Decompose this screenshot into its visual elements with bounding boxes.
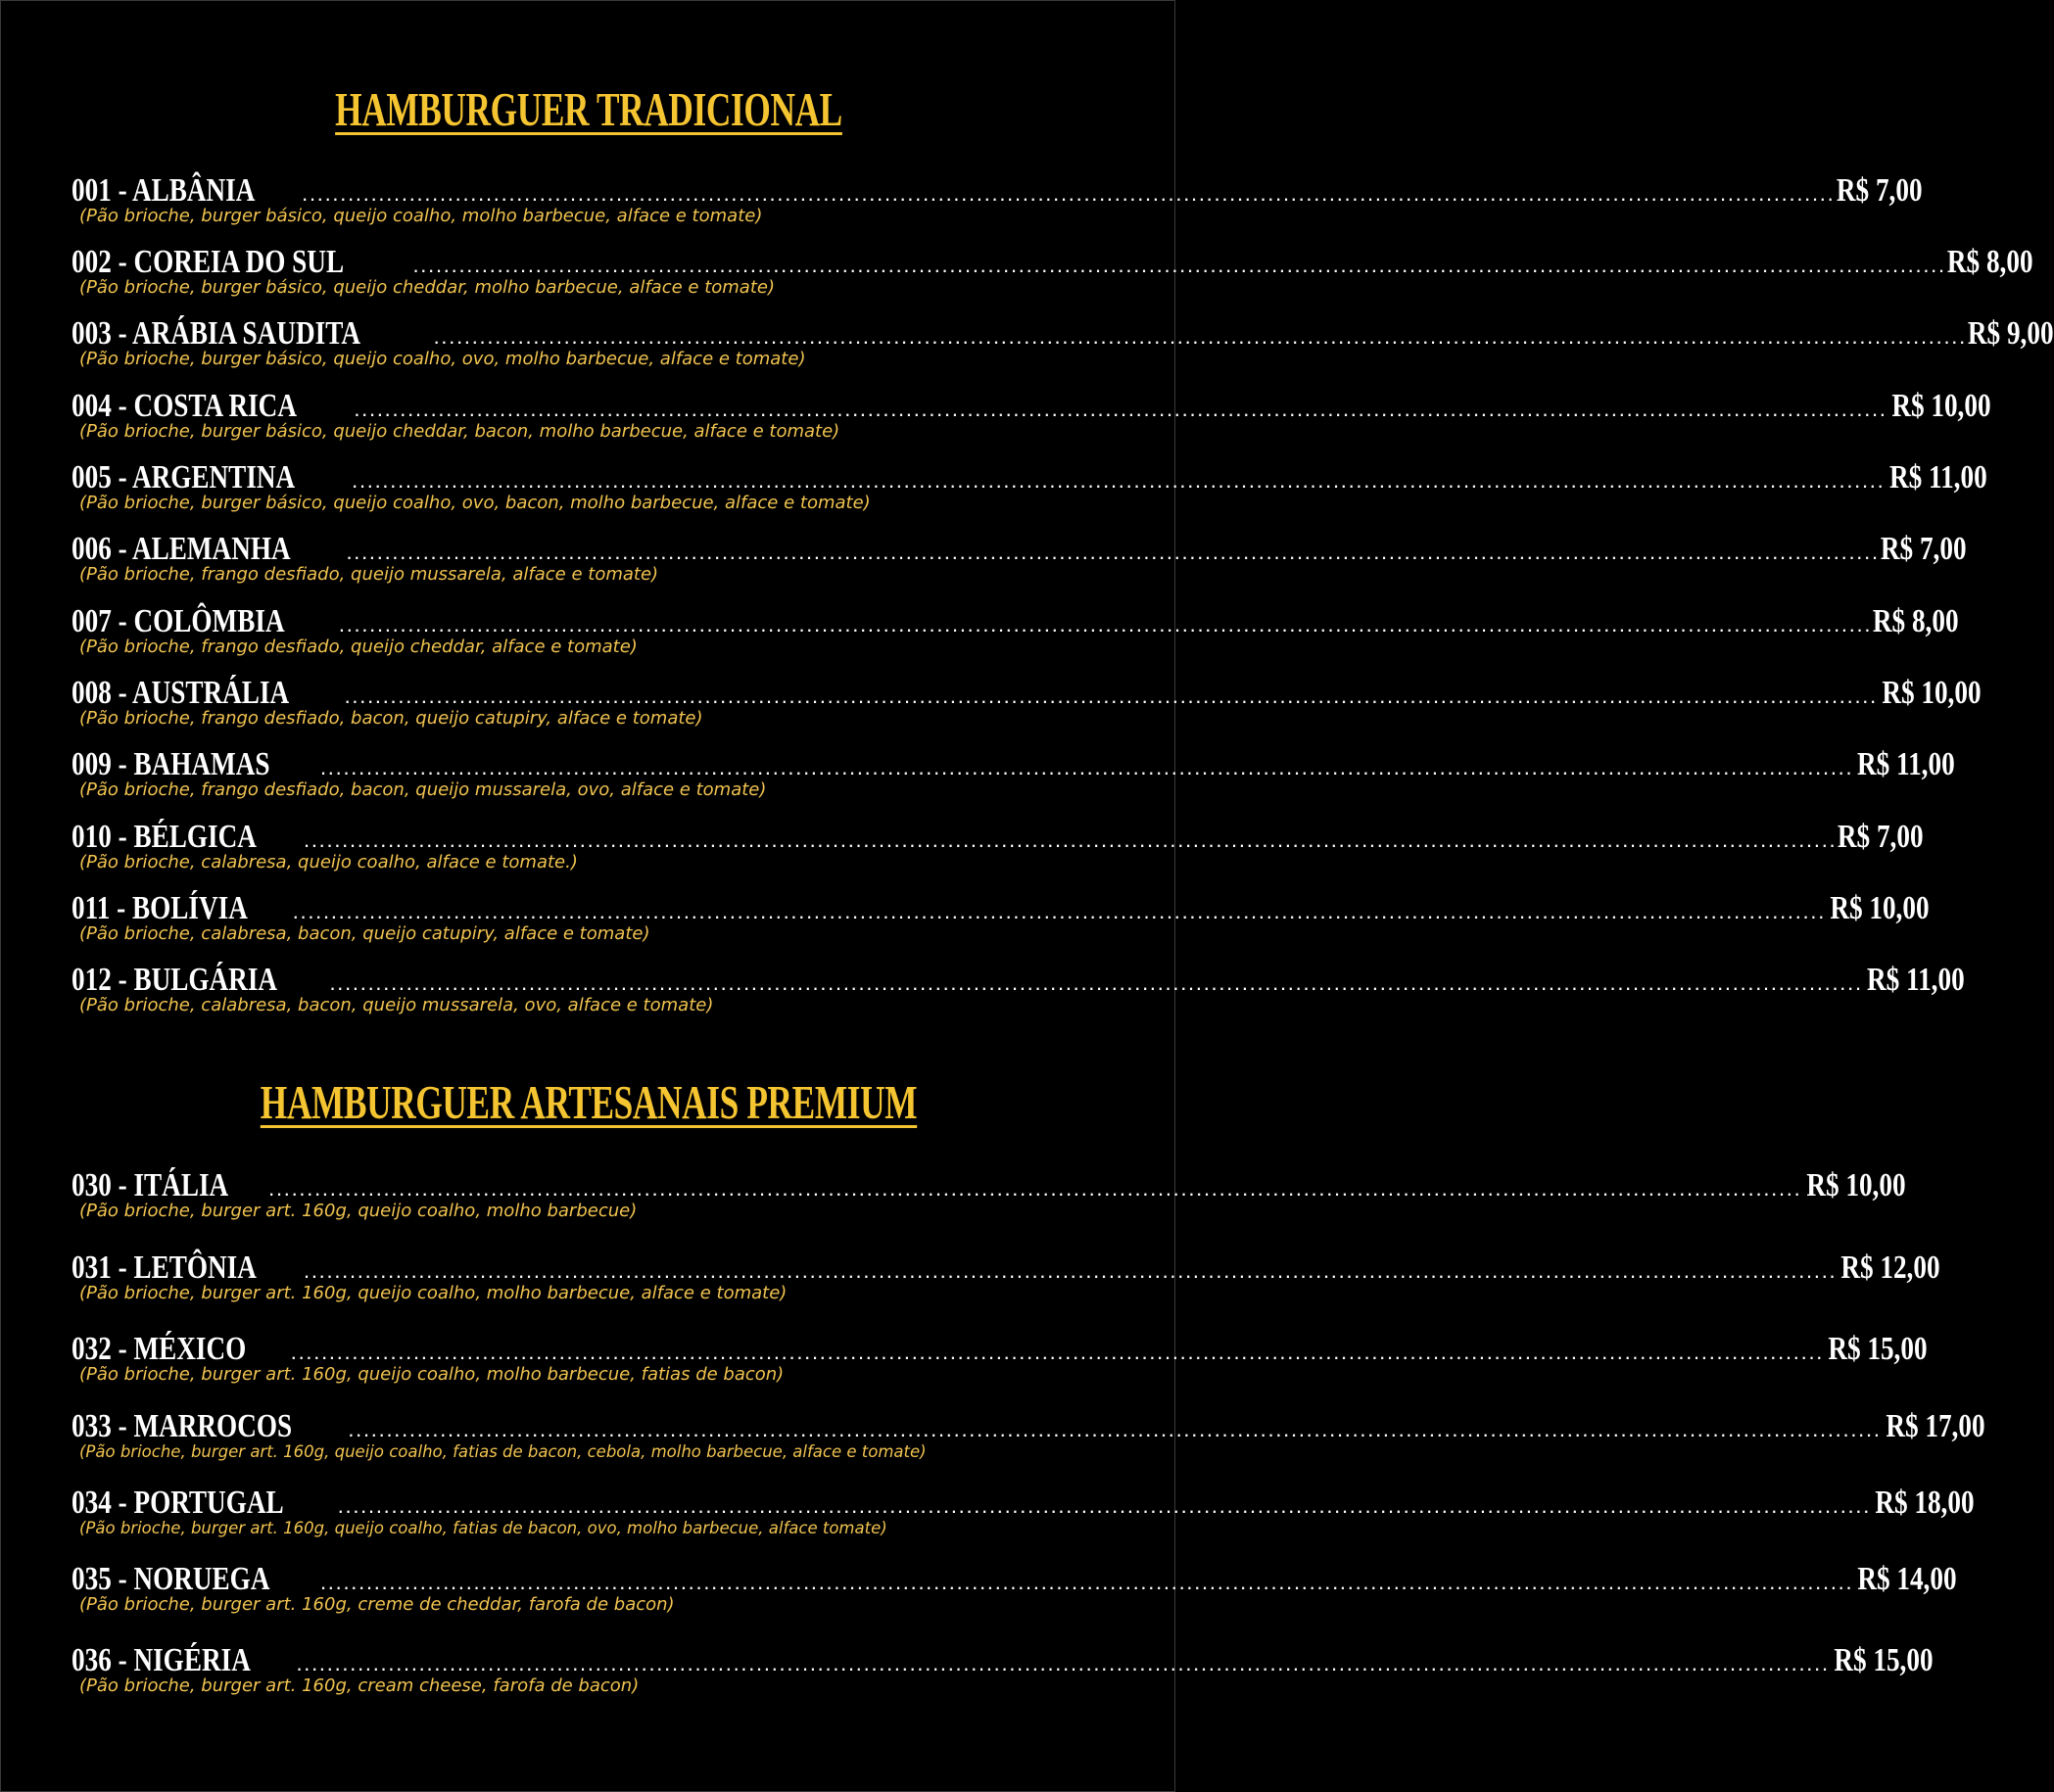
item-name: 031 - LETÔNIA — [72, 1250, 257, 1286]
menu-item — [72, 1247, 1941, 1303]
dot-leader: ........................................................................................................................................................................................................ — [267, 1185, 1801, 1200]
item-description: (Pão brioche, burger básico, queijo cheddar, molho barbecue, alface e tomate) — [79, 277, 775, 298]
item-name: 008 - AUSTRÁLIA — [72, 675, 290, 711]
dot-leader: ........................................................................................................................................................................................................ — [289, 1348, 1824, 1363]
item-description: (Pão brioche, burger art. 160g, queijo coalho, molho barbecue) — [79, 1201, 638, 1221]
section-title-tradicional: HAMBURGUER TRADICIONAL — [335, 82, 842, 136]
item-price: R$ 17,00 — [1886, 1408, 1985, 1444]
item-price: R$ 8,00 — [1946, 244, 2033, 280]
item-description: (Pão brioche, burger art. 160g, queijo coalho, molho barbecue, fatias de bacon) — [79, 1364, 785, 1385]
item-price: R$ 15,00 — [1828, 1331, 1928, 1367]
item-price: R$ 11,00 — [1866, 962, 1965, 998]
menu-item — [72, 816, 1925, 872]
item-description: (Pão brioche, burger art. 160g, queijo coalho, molho barbecue, alface e tomate) — [79, 1283, 788, 1303]
item-description: (Pão brioche, calabresa, bacon, queijo catupiry, alface e tomate) — [79, 923, 650, 944]
item-price: R$ 15,00 — [1834, 1642, 1934, 1678]
dot-leader: ........................................................................................................................................................................................................ — [295, 1660, 1829, 1674]
item-price: R$ 10,00 — [1882, 675, 1982, 711]
dot-leader: ........................................................................................................................................................................................................ — [343, 692, 1878, 707]
item-price: R$ 14,00 — [1857, 1561, 1958, 1597]
menu-item — [72, 672, 1982, 729]
menu-item — [72, 743, 1956, 800]
dot-leader: ........................................................................................................................................................................................................ — [345, 548, 1879, 563]
item-description: (Pão brioche, frango desfiado, bacon, queijo catupiry, alface e tomate) — [79, 708, 703, 729]
dot-leader: ........................................................................................................................................................................................................ — [432, 333, 1967, 348]
menu-item — [72, 312, 2054, 369]
item-description: (Pão brioche, frango desfiado, queijo mussarela, alface e tomate) — [79, 564, 659, 585]
item-price: R$ 18,00 — [1875, 1485, 1975, 1521]
item-description: (Pão brioche, calabresa, queijo coalho, alface e tomate.) — [79, 852, 578, 872]
dot-leader: ........................................................................................................................................................................................................ — [319, 764, 1853, 778]
dot-leader: ........................................................................................................................................................................................................ — [328, 979, 1862, 994]
dot-leader: ........................................................................................................................................................................................................ — [303, 1267, 1837, 1282]
item-name: 010 - BÉLGICA — [72, 819, 257, 855]
item-name: 007 - COLÔMBIA — [72, 603, 285, 639]
item-description: (Pão brioche, burger básico, queijo coalho, ovo, molho barbecue, alface e tomate) — [79, 349, 806, 369]
menu-item — [72, 1405, 1985, 1462]
item-price: R$ 10,00 — [1891, 388, 1991, 424]
menu-item — [72, 959, 1965, 1015]
item-description: (Pão brioche, burger básico, queijo coalho, molho barbecue, alface e tomate) — [79, 206, 763, 226]
item-price: R$ 9,00 — [1967, 315, 2054, 352]
dot-leader: ........................................................................................................................................................................................................ — [291, 908, 1826, 922]
item-description: (Pão brioche, burger art. 160g, queijo coalho, fatias de bacon, ovo, molho barbecue, alface tomate) — [79, 1519, 887, 1537]
item-name: 032 - MÉXICO — [72, 1331, 247, 1367]
dot-leader: ........................................................................................................................................................................................................ — [301, 190, 1835, 205]
dot-leader: ........................................................................................................................................................................................................ — [336, 1502, 1871, 1517]
dot-leader: ........................................................................................................................................................................................................ — [303, 836, 1837, 851]
menu-item — [72, 1164, 1906, 1221]
menu-item — [72, 600, 1959, 657]
menu-item — [72, 456, 1987, 513]
item-name: 030 - ITÁLIA — [72, 1167, 229, 1203]
dot-leader: ........................................................................................................................................................................................................ — [353, 405, 1887, 420]
item-description: (Pão brioche, frango desfiado, bacon, queijo mussarela, ovo, alface e tomate) — [79, 779, 767, 800]
dot-leader: ........................................................................................................................................................................................................ — [411, 261, 1945, 276]
item-name: 034 - PORTUGAL — [72, 1485, 284, 1521]
item-name: 011 - BOLÍVIA — [72, 890, 248, 926]
item-description: (Pão brioche, calabresa, bacon, queijo mussarela, ovo, alface e tomate) — [79, 995, 714, 1015]
item-price: R$ 8,00 — [1873, 603, 1959, 639]
item-name: 035 - NORUEGA — [72, 1561, 270, 1597]
item-price: R$ 7,00 — [1880, 531, 1967, 567]
menu-item — [72, 1558, 1958, 1615]
dot-leader: ........................................................................................................................................................................................................ — [338, 621, 1872, 636]
menu-item — [72, 241, 2033, 298]
item-name: 005 - ARGENTINA — [72, 459, 296, 495]
item-name: 002 - COREIA DO SUL — [72, 244, 345, 280]
item-description: (Pão brioche, burger art. 160g, queijo coalho, fatias de bacon, cebola, molho barbecue, alface e tomate) — [79, 1442, 927, 1461]
item-price: R$ 7,00 — [1836, 172, 1923, 209]
item-description: (Pão brioche, burger art. 160g, creme de cheddar, farofa de bacon) — [79, 1594, 675, 1615]
item-price: R$ 7,00 — [1838, 819, 1925, 855]
item-name: 033 - MARROCOS — [72, 1408, 293, 1444]
menu-item — [72, 385, 1991, 442]
item-description: (Pão brioche, frango desfiado, queijo cheddar, alface e tomate) — [79, 637, 638, 657]
item-price: R$ 11,00 — [1857, 746, 1956, 782]
item-price: R$ 10,00 — [1805, 1167, 1906, 1203]
item-name: 006 - ALEMANHA — [72, 531, 291, 567]
item-description: (Pão brioche, burger art. 160g, cream cheese, farofa de bacon) — [79, 1675, 640, 1696]
item-price: R$ 12,00 — [1840, 1250, 1941, 1286]
item-description: (Pão brioche, burger básico, queijo cheddar, bacon, molho barbecue, alface e tomate) — [79, 421, 840, 442]
section-title-premium: HAMBURGUER ARTESANAIS PREMIUM — [260, 1075, 918, 1129]
dot-leader: ........................................................................................................................................................................................................ — [351, 477, 1885, 492]
item-name: 004 - COSTA RICA — [72, 388, 297, 424]
menu-item — [72, 887, 1930, 944]
dot-leader: ........................................................................................................................................................................................................ — [319, 1579, 1853, 1593]
menu-item — [72, 1639, 1934, 1696]
menu-item — [72, 1328, 1928, 1385]
item-name: 003 - ARÁBIA SAUDITA — [72, 315, 360, 352]
dot-leader: ........................................................................................................................................................................................................ — [347, 1426, 1881, 1440]
menu-item — [72, 1482, 1975, 1538]
item-description: (Pão brioche, burger básico, queijo coalho, ovo, bacon, molho barbecue, alface e tomate) — [79, 493, 871, 513]
item-price: R$ 10,00 — [1830, 890, 1930, 926]
item-name: 001 - ALBÂNIA — [72, 172, 256, 209]
menu-item — [72, 169, 1923, 226]
item-price: R$ 11,00 — [1888, 459, 1987, 495]
item-name: 012 - BULGÁRIA — [72, 962, 278, 998]
item-name: 009 - BAHAMAS — [72, 746, 270, 782]
item-name: 036 - NIGÉRIA — [72, 1642, 251, 1678]
menu-item — [72, 528, 1967, 585]
